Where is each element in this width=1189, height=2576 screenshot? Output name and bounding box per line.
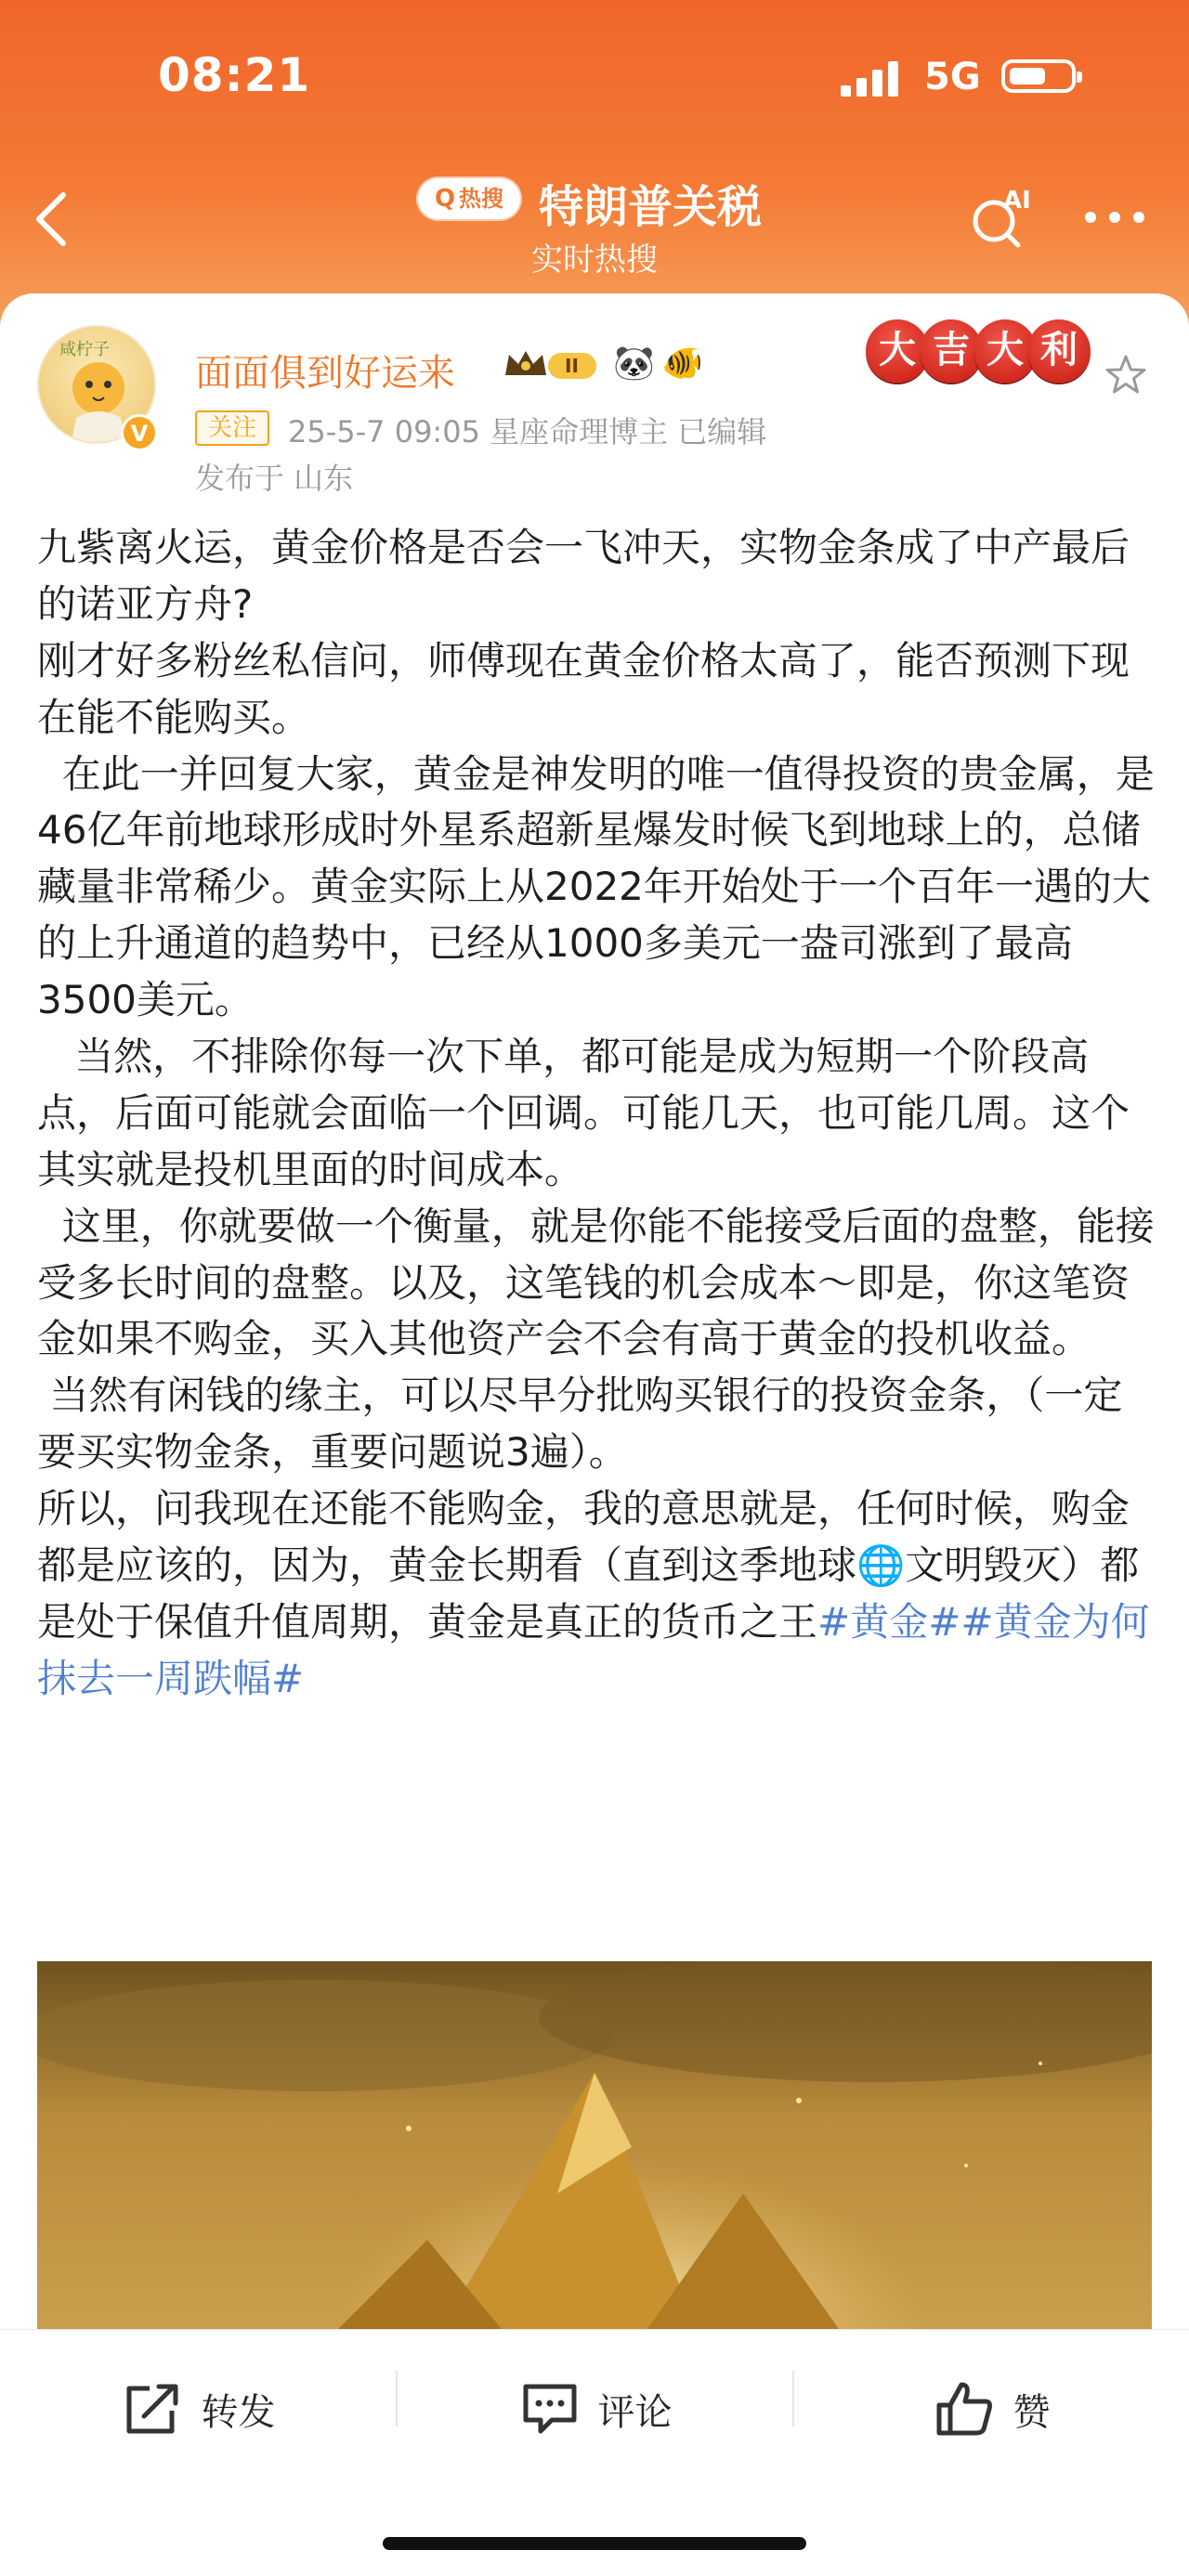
- post-paragraph: 九紫离火运，黄金价格是否会一飞冲天，实物金条成了中产最后的诺亚方舟?: [37, 525, 1130, 627]
- post-content: [37, 520, 1161, 1708]
- signal-icon: [841, 59, 900, 97]
- top-header: [0, 0, 1189, 334]
- seal-char: 大: [866, 319, 929, 383]
- search-icon: Q: [434, 185, 456, 213]
- ai-search-icon: [966, 186, 1037, 251]
- seal-char: 吉: [920, 319, 983, 383]
- favorite-button[interactable]: [1104, 353, 1148, 397]
- ai-label: AI: [1003, 187, 1031, 215]
- repost-label: 转发: [201, 2390, 276, 2434]
- seal-char: 利: [1027, 319, 1091, 383]
- vip-badge[interactable]: [502, 345, 604, 384]
- comment-icon: [518, 2381, 581, 2437]
- post-paragraph: 这里，你就要做一个衡量，就是你能不能接受后面的盘整，能接受多长时间的盘整。以及，这笔钱的机会成本～即是，你这笔资金如果不购金，买入其他资产会不会有高于黄金的投机收益。: [37, 1203, 1155, 1362]
- star-icon: [1104, 353, 1148, 397]
- page-subtitle: 实时热搜: [531, 241, 658, 279]
- post-paragraph: 当然有闲钱的缘主，可以尽早分批购买银行的投资金条，（一定要买实物金条，重要问题说3遍）。: [37, 1373, 1123, 1476]
- verified-badge: V: [121, 414, 158, 451]
- vip-level: II: [565, 355, 579, 377]
- crown-icon: [502, 345, 604, 384]
- comment-label: 评论: [597, 2390, 673, 2434]
- more-dots-icon: [1085, 212, 1096, 223]
- network-label: 5G: [924, 56, 981, 98]
- username[interactable]: 面面俱到好运来: [195, 352, 455, 395]
- ai-search-button[interactable]: [966, 186, 1037, 251]
- action-bar: [0, 2329, 1189, 2488]
- more-options-button[interactable]: [1085, 208, 1150, 230]
- repost-button[interactable]: [0, 2330, 397, 2488]
- fish-emoji: 🐠: [661, 345, 703, 383]
- share-icon: [122, 2381, 185, 2437]
- avatar-text: 咸柠子: [59, 340, 110, 359]
- hot-badge-label: 热搜: [459, 186, 504, 212]
- post-paragraph: 当然，不排除你每一次下单，都可能是成为短期一个阶段高点，后面可能就会面临一个回调。可能几天，也可能几周。这个其实就是投机里面的时间成本。: [37, 1034, 1130, 1192]
- post-paragraph: 刚才好多粉丝私信问，师傅现在黄金价格太高了，能否预测下现在能不能购买。: [37, 637, 1130, 740]
- golden-mountain-image: [37, 1961, 1152, 2351]
- panda-emoji: 🐼: [613, 345, 655, 383]
- page-title: 特朗普关税: [539, 181, 763, 233]
- hashtag-link[interactable]: #黄金为何抹去一周跌幅#: [37, 1598, 1150, 1701]
- thumbs-up-icon: [934, 2379, 997, 2439]
- hot-search-badge: [418, 178, 520, 219]
- like-label: 赞: [1013, 2390, 1051, 2434]
- hashtag-link[interactable]: #黄金#: [817, 1598, 961, 1645]
- like-button[interactable]: [793, 2330, 1189, 2488]
- post-image[interactable]: [37, 1961, 1152, 2351]
- post-paragraph: 在此一并回复大家，黄金是神发明的唯一值得投资的贵金属，是46亿年前地球形成时外星系超新星爆发时候飞到地球上的，总储藏量非常稀少。黄金实际上从2022年开始处于一个百年一遇的大的上升通道的趋势中，已经从1000多美元一盎司涨到了最高3500美元。: [37, 750, 1155, 1023]
- home-indicator[interactable]: [383, 2537, 806, 2550]
- post-meta: 25-5-7 09:05 星座命理博主 已编辑: [288, 414, 767, 449]
- post-location: 发布于 山东: [195, 461, 354, 496]
- post-paragraph-text: 所以，问我现在还能不能购金，我的意思就是，任何时候，购金都是应该的，因为，黄金长期看（直到这季地球🌐文明毁灭）都是处于保值升值周期，黄金是真正的货币之王: [37, 1486, 1140, 1645]
- follow-button[interactable]: 关注: [195, 410, 269, 446]
- battery-icon: [1001, 59, 1076, 93]
- seal-char: 大: [973, 319, 1037, 383]
- comment-button[interactable]: [397, 2330, 793, 2488]
- post-paragraph-last: [37, 1481, 1161, 1708]
- status-time: 08:21: [158, 48, 311, 102]
